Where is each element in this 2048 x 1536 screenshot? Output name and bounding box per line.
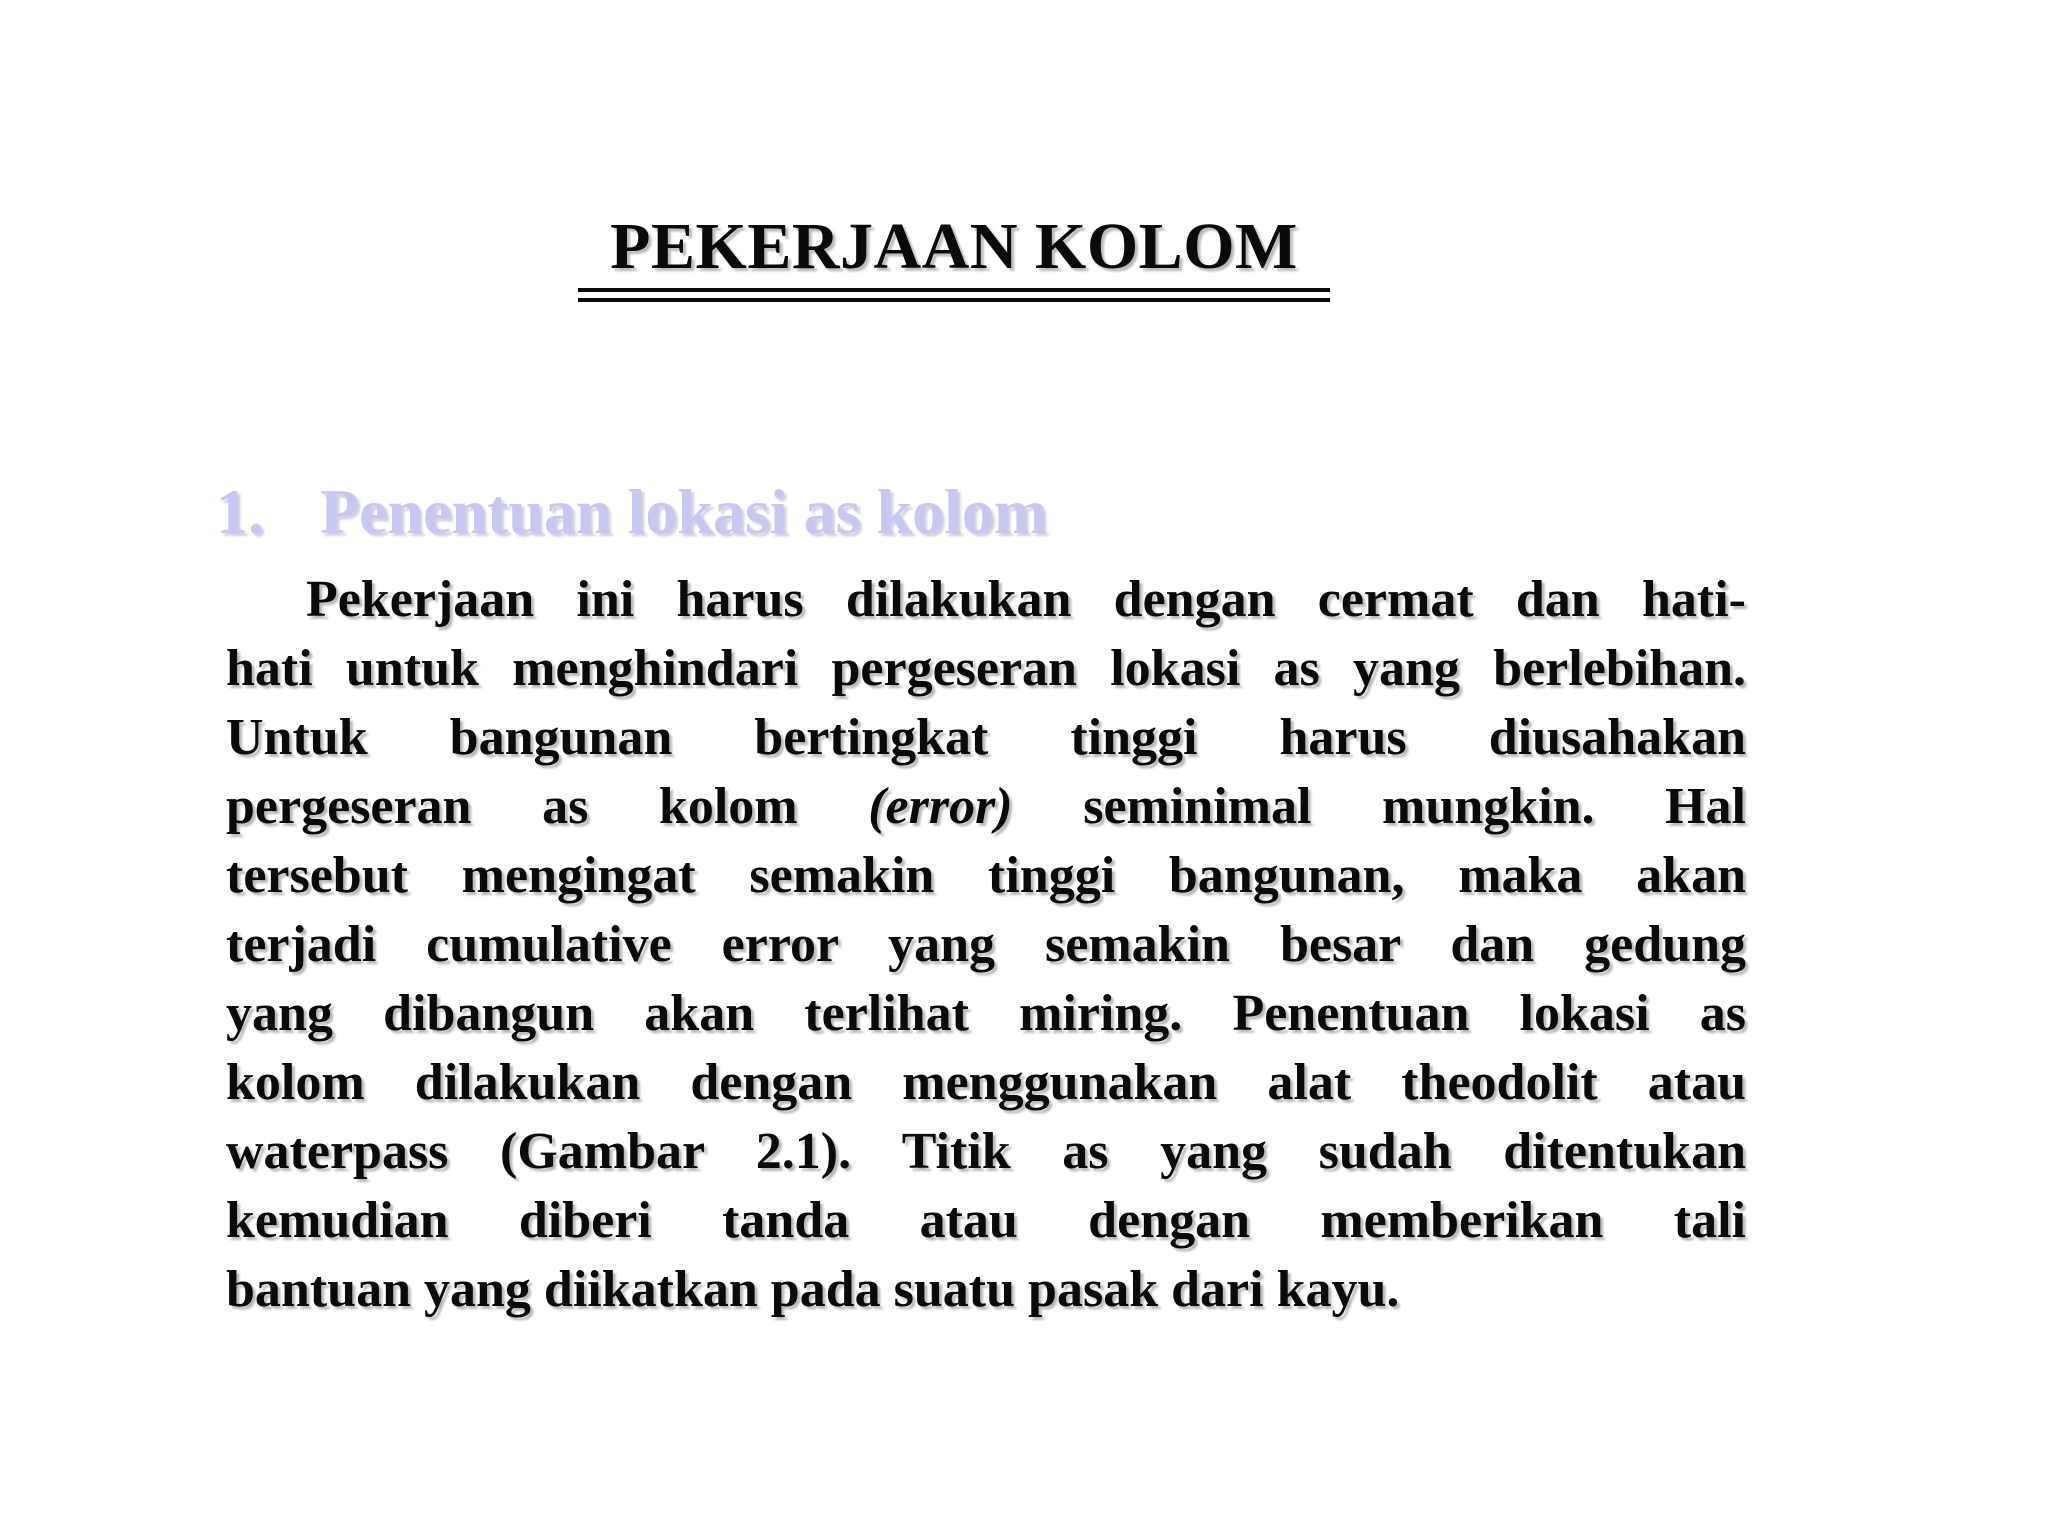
- section-heading: [216, 474, 1047, 550]
- paragraph-line: yang dibangun akan terlihat miring. Penentuan lokasi as: [226, 985, 1746, 1042]
- paragraph-line: waterpass (Gambar 2.1). Titik as yang sudah ditentukan: [226, 1123, 1746, 1180]
- line-text-before: pergeseran as kolom: [226, 778, 869, 835]
- paragraph-line: [226, 772, 1746, 841]
- section-number: 1.: [216, 476, 264, 547]
- slide-title: PEKERJAAN KOLOM: [610, 210, 1298, 283]
- title-double-underline: [578, 288, 1330, 302]
- paragraph-line: bantuan yang diikatkan pada suatu pasak dari kayu.: [226, 1261, 1400, 1318]
- paragraph-line: hati untuk menghindari pergeseran lokasi as yang berlebihan.: [226, 640, 1746, 697]
- paragraph-line: terjadi cumulative error yang semakin besar dan gedung: [226, 916, 1746, 973]
- body-paragraph: [226, 565, 1746, 1324]
- italic-term: (error): [868, 778, 1013, 835]
- paragraph-line: Pekerjaan ini harus dilakukan dengan cermat dan hati-: [306, 571, 1746, 628]
- title-block: [578, 208, 1330, 302]
- paragraph-line: Untuk bangunan bertingkat tinggi harus diusahakan: [226, 709, 1746, 766]
- line-text-after: seminimal mungkin. Hal: [1012, 778, 1746, 835]
- paragraph-line: kemudian diberi tanda atau dengan memberikan tali: [226, 1192, 1746, 1249]
- paragraph-line: tersebut mengingat semakin tinggi bangunan, maka akan: [226, 847, 1746, 904]
- section-heading-text: Penentuan lokasi as kolom: [320, 476, 1048, 547]
- paragraph-line: kolom dilakukan dengan menggunakan alat theodolit atau: [226, 1054, 1746, 1111]
